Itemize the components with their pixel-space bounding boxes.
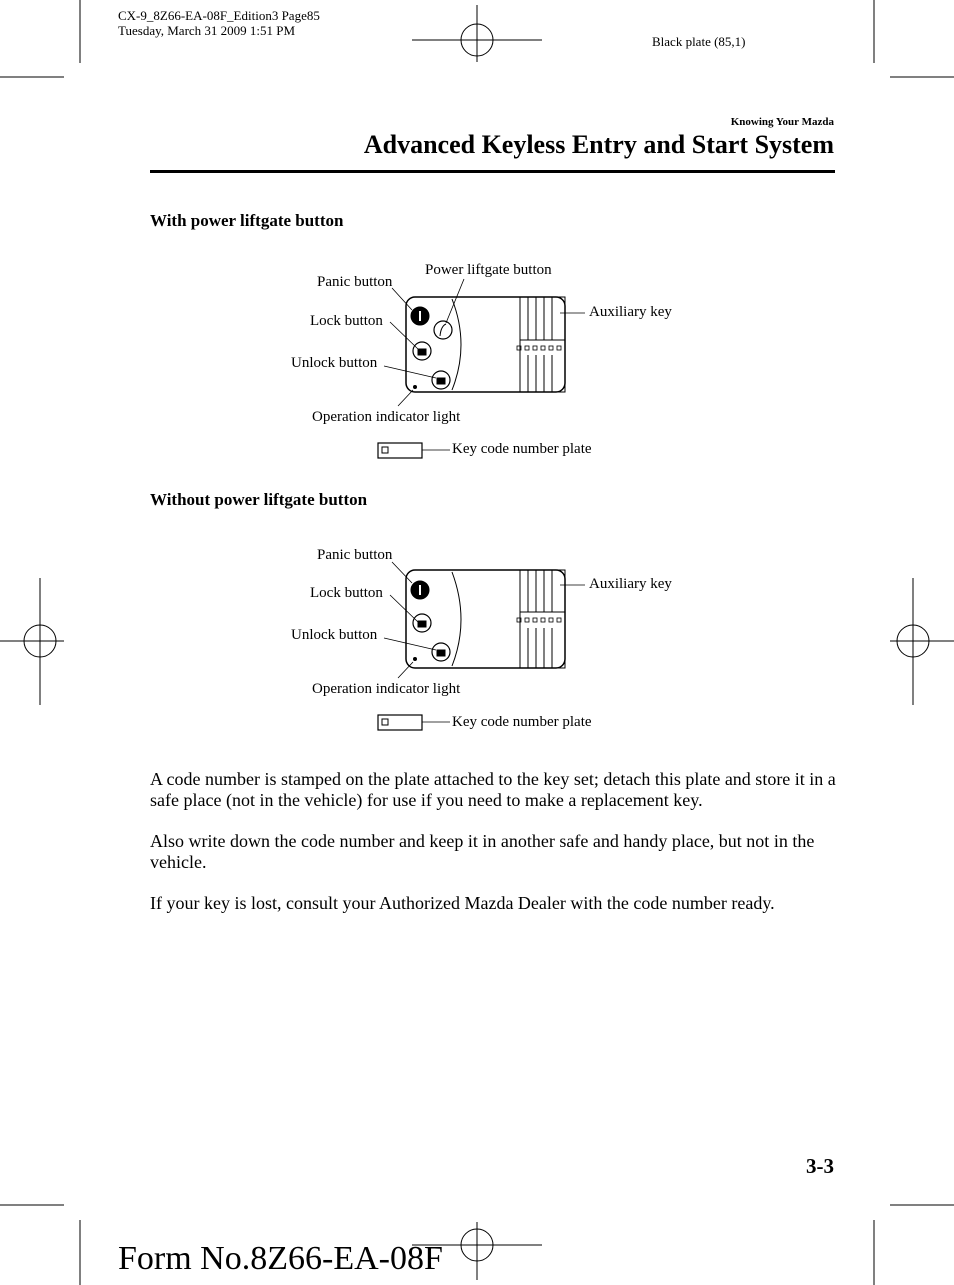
figure2-panic-label: Panic button [317,547,393,563]
figure1-liftgate-label: Power liftgate button [425,262,552,278]
body-paragraph-2: Also write down the code number and keep it in another safe and handy place, but not in the vehicle. [150,831,815,872]
body-paragraph-3: If your key is lost, consult your Authorized Mazda Dealer with the code number ready. [150,893,775,913]
print-info-file: CX-9_8Z66-EA-08F_Edition3 Page85 [118,8,320,23]
indicator-light-icon [414,386,417,389]
code-plate-fig1 [378,443,450,458]
figure2-auxiliary-label: Auxiliary key [589,576,672,592]
key-illustration-with-liftgate [406,297,565,392]
section-label: Knowing Your Mazda [730,116,834,128]
print-info-date: Tuesday, March 31 2009 1:51 PM [118,23,296,38]
figure1-heading: With power liftgate button [150,211,344,230]
liftgate-button-icon [434,321,452,339]
code-plate-fig2 [378,715,450,730]
body-paragraph-1: A code number is stamped on the plate attached to the key set; detach this plate and store it in a safe place (not in the vehicle) for use if you need to make a replacement key. [150,769,836,810]
figure1-auxiliary-label: Auxiliary key [589,304,672,320]
figure2-unlock-label: Unlock button [291,627,378,643]
registration-marks [0,5,954,1280]
figure2-heading: Without power liftgate button [150,490,368,509]
black-plate-label: Black plate (85,1) [652,34,746,49]
form-number: Form No.8Z66-EA-08F [118,1240,443,1277]
indicator-light-icon [414,658,417,661]
figure2-code-plate-label: Key code number plate [452,714,592,730]
figure1-panic-label: Panic button [317,274,393,290]
figure2-indicator-label: Operation indicator light [312,681,461,697]
title-rule [150,170,835,173]
figure1-indicator-label: Operation indicator light [312,409,461,425]
figure1-unlock-label: Unlock button [291,355,378,371]
key-illustration-without-liftgate [406,570,565,668]
page-title: Advanced Keyless Entry and Start System [363,130,834,159]
print-info [118,8,320,38]
figure2-lock-label: Lock button [310,585,383,601]
figure1-lock-label: Lock button [310,313,383,329]
figure1-code-plate-label: Key code number plate [452,441,592,457]
page-number: 3-3 [806,1154,834,1178]
